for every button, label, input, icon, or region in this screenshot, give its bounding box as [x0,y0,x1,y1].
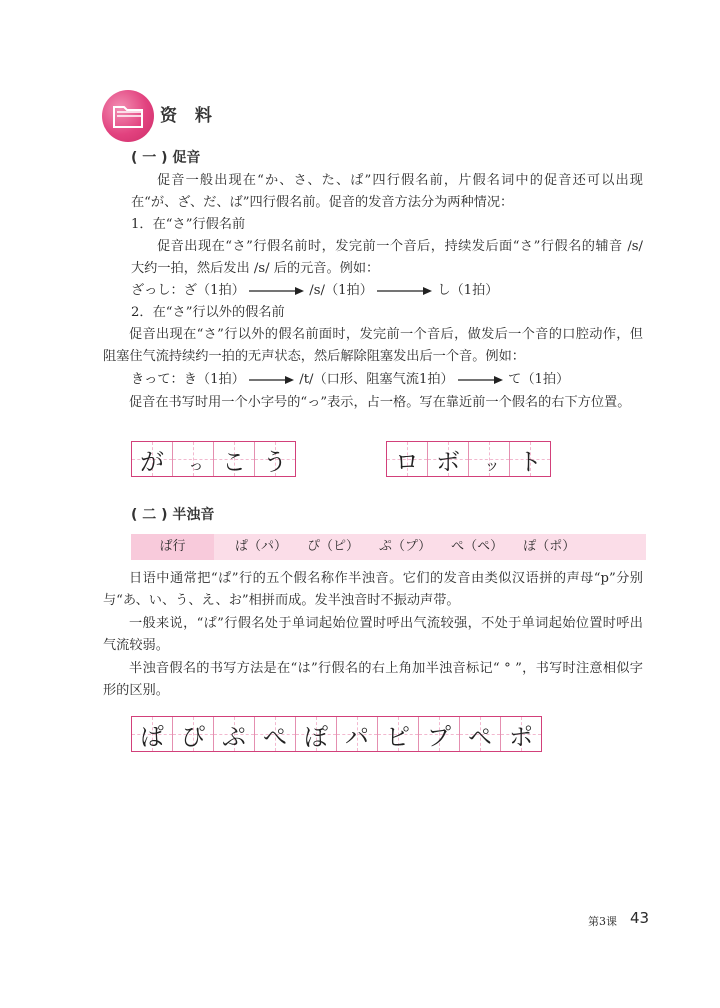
example1-b: /s/（1拍） [309,283,373,298]
section2-heading: ( 二 ) 半浊音 [131,507,215,523]
grid-cell: ぴ [173,717,214,751]
case1-title: 1．在“さ”行假名前 [131,217,246,232]
section1-heading: ( 一 ) 促音 [131,150,201,166]
example1 [131,280,498,302]
case2-title: 2．在“さ”行以外的假名前 [131,305,285,320]
pa-row-label: ぱ行 [131,534,214,560]
section2-para2: 一般来说，“ぱ”行假名处于单词起始位置时呼出气流较强，不处于单词起始位置时呼出气流较弱。 [103,616,643,653]
arrow-icon [377,286,433,296]
pa-item: ぽ（ポ） [523,539,576,554]
grid-cell: ロ [387,442,428,476]
grid-cell: ボ [428,442,469,476]
example2-a: きって：き（1拍） [131,372,245,387]
case2-text: 促音出现在“さ”行以外的假名前面时，发完前一个音后，做发后一个音的口腔动作，但阻塞住气流持续约一拍的无声状态，然后解除阻塞发出后一个音。例如： [103,327,643,364]
section1-intro: 促音一般出现在“か、さ、た、ぱ”四行假名前，片假名词中的促音还可以出现在“が、ざ、だ、ば”四行假名前。促音的发音方法分为两种情况： [131,173,643,210]
pa-item: ぷ（プ） [379,539,432,554]
grid-cell: ト [510,442,550,476]
grid-cell: パ [337,717,378,751]
pa-row-table [131,534,646,560]
grid-cell: ピ [378,717,419,751]
pa-item: ぱ（パ） [235,539,288,554]
case1-text: 促音出现在“さ”行假名前时，发完前一个音后，持续发后面“さ”行假名的辅音 /s/ 大约一拍，然后发出 /s/ 后的元音。例如： [131,239,643,276]
grid-cell: ポ [501,717,541,751]
example1-a: ざっし：ざ（1拍） [131,283,245,298]
pa-item: ぺ（ペ） [451,539,504,554]
grid-cell: ペ [460,717,501,751]
resource-logo-icon [102,90,154,142]
grid-cell: っ [173,442,214,476]
arrow-icon [249,286,305,296]
example1-c: し（1拍） [437,283,499,298]
grid-cell: プ [419,717,460,751]
pa-row-items [235,534,575,560]
section2-para3: 半浊音假名的书写方法是在“は”行假名的右上角加半浊音标记“ ° ”，书写时注意相似字形的区别。 [103,661,643,698]
footer-lesson: 第3课 [588,915,617,928]
writing-grid-robotto [386,441,551,477]
page-number: 43 [630,909,650,927]
section2-para1: 日语中通常把“ぱ”行的五个假名称作半浊音。它们的发音由类似汉语拼的声母“p”分别与“あ、い、う、え、お”相拼而成。发半浊音时不振动声带。 [103,571,643,608]
arrow-icon [249,375,295,385]
writing-grid-pa-row [131,716,542,752]
grid-cell: が [132,442,173,476]
grid-cell: う [255,442,295,476]
pa-item: ぴ（ピ） [307,539,360,554]
grid-cell: ぷ [214,717,255,751]
example2 [131,369,569,391]
grid-cell: ぱ [132,717,173,751]
grid-cell: ぺ [255,717,296,751]
arrow-icon [458,375,504,385]
writing-note: 促音在书写时用一个小字号的“っ”表示，占一格。写在靠近前一个假名的右下方位置。 [129,395,631,410]
example2-c: て（1拍） [508,372,570,387]
grid-cell: ぽ [296,717,337,751]
grid-cell: ッ [469,442,510,476]
resource-title: 资 料 [160,106,218,126]
grid-cell: こ [214,442,255,476]
example2-b: /t/（口形、阻塞气流1拍） [299,372,454,387]
writing-grid-gakkou [131,441,296,477]
